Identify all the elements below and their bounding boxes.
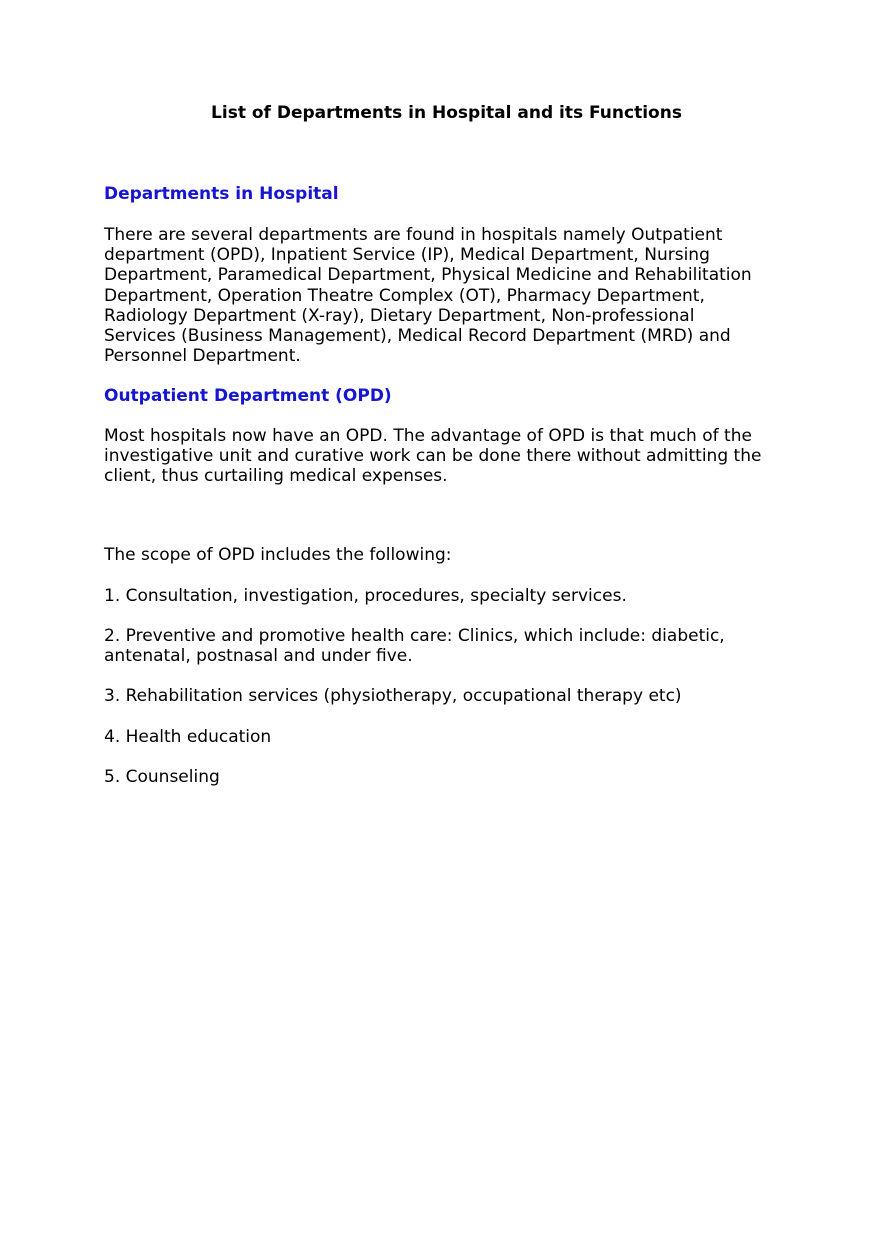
section-heading-departments: Departments in Hospital (104, 184, 339, 204)
opd-paragraph: Most hospitals now have an OPD. The advantage of OPD is that much of the investigative unit and curative work can be done there without admitting the client, thus curtailing medical expenses. (104, 426, 762, 487)
scope-item-1: 1. Consultation, investigation, procedures, specialty services. (104, 586, 627, 606)
departments-paragraph: There are several departments are found in hospitals namely Outpatient department (OPD), Inpatient Service (IP), Medical Department, Nursing Department, Paramedical Department, Physical Medicine and Rehabilitation Department, Operation Theatre Complex (OT), Pharmacy Department, Radiology Department (X-ray), Dietary Department, Non-professional Services (Business Management), Medical Record Department (MRD) and Personnel Department. (104, 225, 752, 367)
scope-item-3: 3. Rehabilitation services (physiotherapy, occupational therapy etc) (104, 686, 682, 706)
document-title: List of Departments in Hospital and its Functions (211, 103, 682, 123)
scope-item-2: 2. Preventive and promotive health care: Clinics, which include: diabetic, antenatal, postnasal and under five. (104, 626, 725, 667)
scope-item-4: 4. Health education (104, 727, 272, 747)
section-heading-opd: Outpatient Department (OPD) (104, 386, 392, 406)
scope-intro: The scope of OPD includes the following: (104, 545, 452, 565)
scope-item-5: 5. Counseling (104, 767, 220, 787)
